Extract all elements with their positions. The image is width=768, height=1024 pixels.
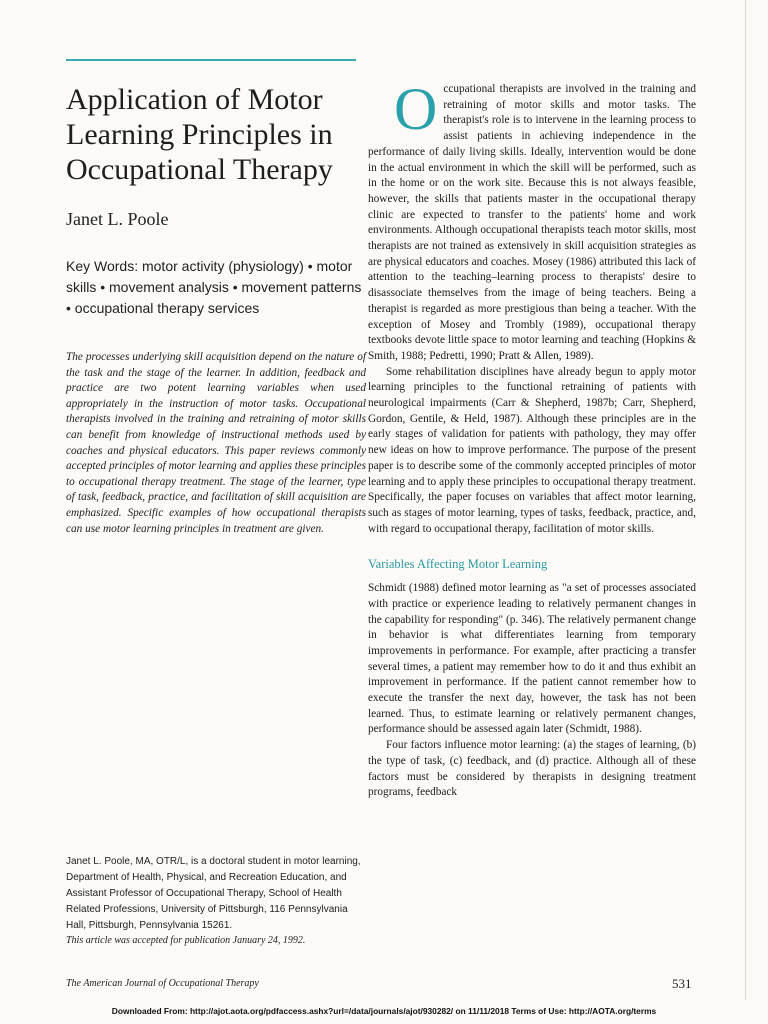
intro-paragraph	[368, 76, 696, 365]
author-name: Janet L. Poole	[66, 209, 169, 229]
keywords: Key Words: motor activity (physiology) • motor skills • movement analysis • movement patterns • occupational therapy services	[66, 258, 362, 316]
page-number: 531	[672, 976, 692, 991]
intro-text: ccupational therapists are involved in the training and retraining of motor skills and motor tasks. The therapist's role is to intervene in the learning process to assist patients in achieving independence in the performance of daily living skills. Ideally, intervention would be done in the actual environment in which the skill will be performed, such as in the home or on the work site. Because this is not always feasible, however, the skills that patients master in the occupational therapy clinic are expected to transfer to the patients' home and work environments. Although occupational therapists teach motor skills, most therapists are not trained as extensively in skill acquisition strategies as are physical educators and coaches. Mosey (1986) attributed this lack of attention to the teaching–learning process to therapists' desire to disassociate themselves from the image of being teachers. Being a therapist is regarded as more prestigious than being a teacher. With the exception of Mosey and Trombly (1989), occupational therapy textbooks devote little space to motor learning and teaching (Hopkins & Smith, 1988; Pedretti, 1990; Pratt & Allen, 1989).	[368, 83, 696, 362]
article-title: Application of Motor Learning Principles in Occupational Therapy	[66, 83, 333, 186]
download-notice: Downloaded From: http://ajot.aota.org/pdfaccess.ashx?url=/data/journals/ajot/930282/ on 11/11/2018 Terms of Use: http://AOTA.org/terms	[111, 1006, 657, 1016]
section-heading: Variables Affecting Motor Learning	[368, 557, 548, 572]
body-paragraph: Four factors influence motor learning: (a) the stages of learning, (b) the type of task, (c) feedback, and (d) practice. Although all of these factors must be considered by therapists in designing treatment programs, feedback	[368, 739, 696, 799]
body-paragraph: Some rehabilitation disciplines have already begun to apply motor learning principles to the functional retraining of patients with neurological impairments (Carr & Shepherd, 1987b; Carr, Shepherd, Gordon, Gentile, & Held, 1987). Although these principles are in the early stages of validation for patients with pathology, they may offer new ideas on how to improve performance. The purpose of the present paper is to describe some of the commonly accepted principles of motor learning and to apply these principles to occupational therapy treatment. Specifically, the paper focuses on variables that affect motor learning, such as stages of motor learning, types of tasks, feedback, practice, and, with regard to occupational therapy, facilitation of motor skills.	[368, 365, 696, 535]
body-paragraph: Schmidt (1988) defined motor learning as "a set of processes associated with practice or experience leading to relatively permanent changes in the capability for responding" (p. 346). The relatively permanent change in behavior is what differentiates learning from temporary improvements in performance. For example, after practicing a transfer several times, a patient may remember how to do it and thus exhibit an improvement in performance. If the patient cannot remember how to execute the transfer the next day, however, the task has not been learned. Thus, to estimate learning or relatively permanent changes, performance should be assessed again later (Schmidt, 1988).	[368, 582, 696, 736]
acceptance-note: This article was accepted for publication January 24, 1992.	[66, 935, 306, 946]
body-column	[368, 76, 696, 801]
author-footnote: Janet L. Poole, MA, OTR/L, is a doctoral student in motor learning, Department of Health, Physical, and Recreation Education, and Assistant Professor of Occupational Therapy, School of Health Related Professions, University of Pittsburgh, 116 Pennsylvania Hall, Pittsburgh, Pennsylvania 15261.	[66, 856, 361, 931]
title-rule	[66, 59, 356, 61]
abstract: The processes underlying skill acquisition depend on the nature of the task and the stage of the learner. In addition, feedback and practice are two potent learning variables when used appropriately in the instruction of motor tasks. Occupational therapists involved in the training and retraining of motor skills can benefit from knowledge of instructional methods used by coaches and physical educators. This paper reviews commonly accepted principles of motor learning and applies these principles to occupational therapy treatment. The stage of the learner, type of task, feedback, practice, and facilitation of skill acquisition are emphasized. Specific examples of how occupational therapists can use motor learning principles in treatment are given.	[66, 351, 366, 535]
journal-running-footer: The American Journal of Occupational Therapy	[66, 978, 259, 989]
drop-cap: O	[394, 76, 438, 142]
page-edge-shadow	[745, 0, 746, 1000]
